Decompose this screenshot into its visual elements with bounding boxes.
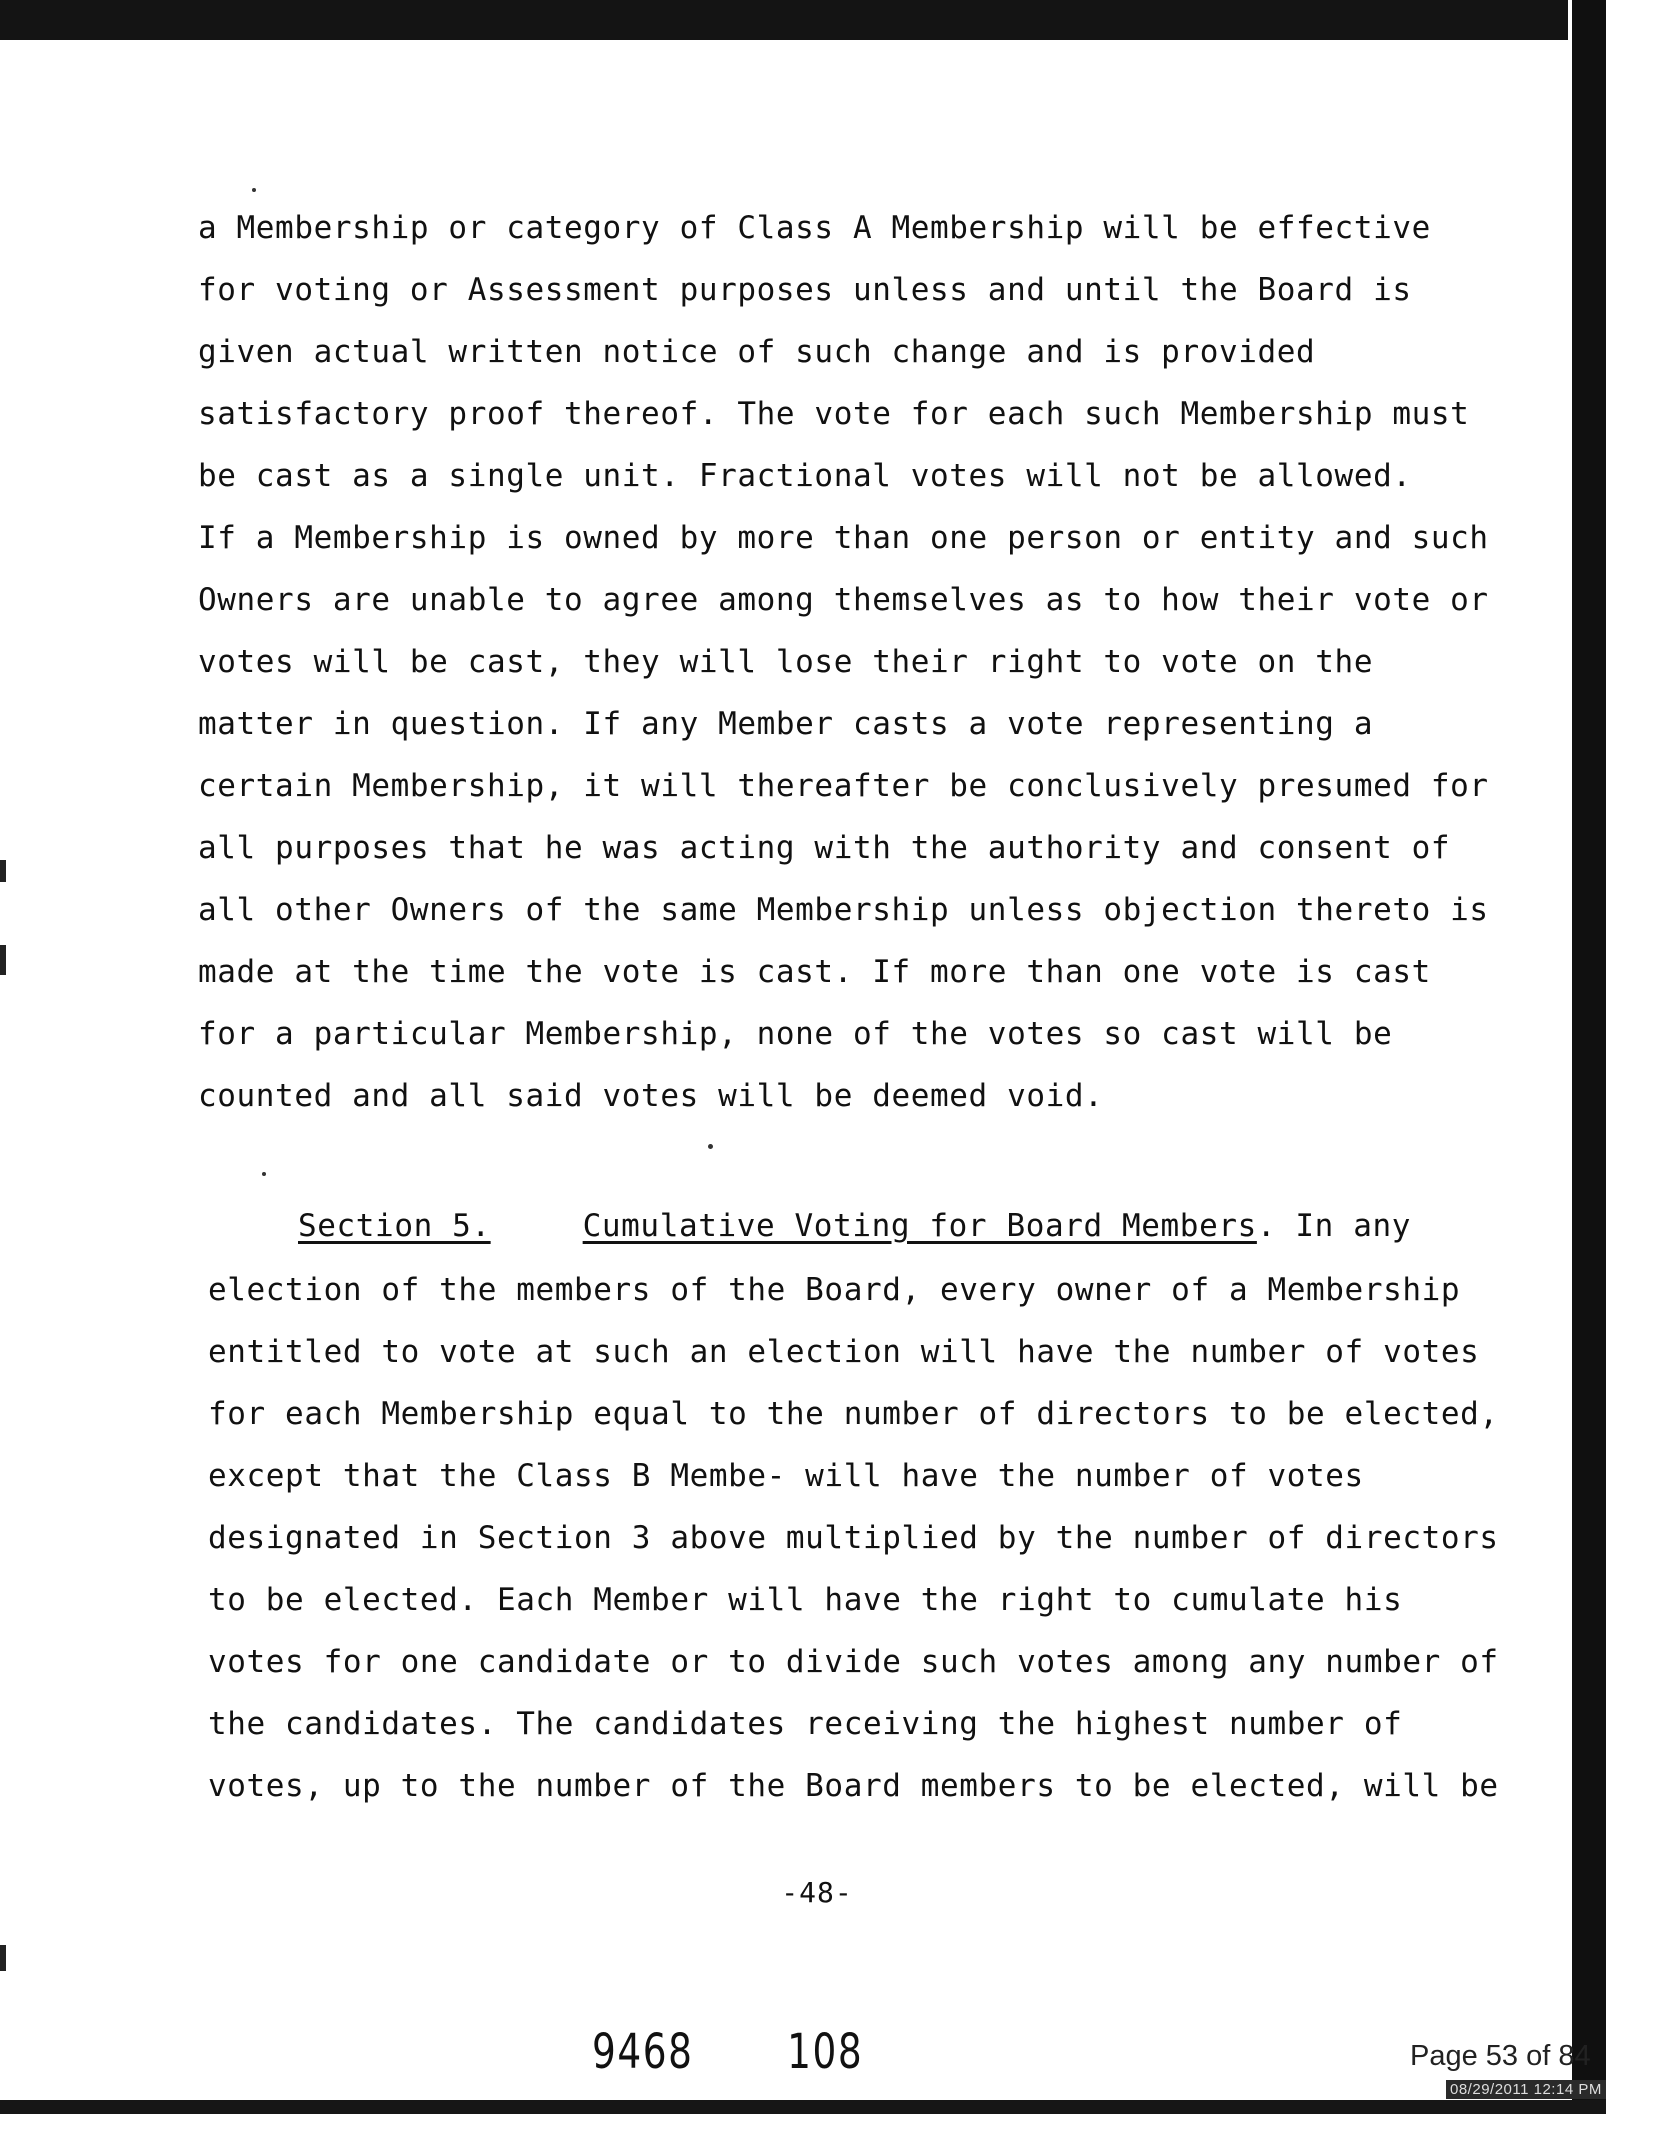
text-line: counted and all said votes will be deemed void.: [198, 1078, 1104, 1114]
page-number: -48-: [781, 1876, 853, 1909]
text-line: designated in Section 3 above multiplied by the number of directors: [208, 1520, 1499, 1556]
scan-artifact: [262, 1172, 266, 1176]
text-line: votes will be cast, they will lose their right to vote on the: [198, 644, 1374, 680]
section-heading-rest: . In any: [1256, 1208, 1411, 1244]
scan-artifact: [252, 188, 256, 192]
text-line: for each Membership equal to the number of directors to be elected,: [208, 1396, 1499, 1432]
text-line: matter in question. If any Member casts a vote representing a: [198, 706, 1374, 742]
text-line: made at the time the vote is cast. If more than one vote is cast: [198, 954, 1431, 990]
text-line: all purposes that he was acting with the authority and consent of: [198, 830, 1451, 866]
scan-artifact: [0, 945, 6, 975]
section-label: Section 5.: [298, 1208, 491, 1244]
text-line: a Membership or category of Class A Membership will be effective: [198, 210, 1431, 246]
text-line: be cast as a single unit. Fractional votes will not be allowed.: [198, 458, 1412, 494]
text-line: Owners are unable to agree among themselves as to how their vote or: [198, 582, 1489, 618]
text-line: except that the Class B Membe- will have the number of votes: [208, 1458, 1364, 1494]
text-line: given actual written notice of such change and is provided: [198, 334, 1316, 370]
page-of-count: Page 53 of 84: [1410, 2040, 1591, 2072]
scan-artifact: [0, 1945, 6, 1971]
text-line: election of the members of the Board, every owner of a Membership: [208, 1272, 1461, 1308]
text-line: votes, up to the number of the Board members to be elected, will be: [208, 1768, 1499, 1804]
book-number: 9468: [592, 2024, 694, 2080]
text-line: certain Membership, it will thereafter be conclusively presumed for: [198, 768, 1489, 804]
scan-border-right: [1572, 0, 1606, 2110]
text-line: for a particular Membership, none of the votes so cast will be: [198, 1016, 1393, 1052]
text-line: all other Owners of the same Membership unless objection thereto is: [198, 892, 1489, 928]
text-line: votes for one candidate or to divide such votes among any number of: [208, 1644, 1499, 1680]
scan-border-bottom: [0, 2100, 1606, 2114]
recording-page-number: 108: [787, 2024, 864, 2080]
recording-reference: [592, 2024, 863, 2080]
text-line: the candidates. The candidates receiving the highest number of: [208, 1706, 1403, 1742]
scan-artifact: [0, 860, 6, 882]
text-line: to be elected. Each Member will have the right to cumulate his: [208, 1582, 1403, 1618]
scan-artifact: [708, 1144, 713, 1149]
text-line: If a Membership is owned by more than one person or entity and such: [198, 520, 1489, 556]
scan-border-top: [0, 0, 1600, 40]
text-line: for voting or Assessment purposes unless and until the Board is: [198, 272, 1412, 308]
section-title: Cumulative Voting for Board Members: [582, 1208, 1257, 1244]
print-timestamp: 08/29/2011 12:14 PM: [1446, 2080, 1606, 2099]
text-line: entitled to vote at such an election will have the number of votes: [208, 1334, 1480, 1370]
section-heading: [298, 1208, 1411, 1244]
text-line: satisfactory proof thereof. The vote for each such Membership must: [198, 396, 1470, 432]
